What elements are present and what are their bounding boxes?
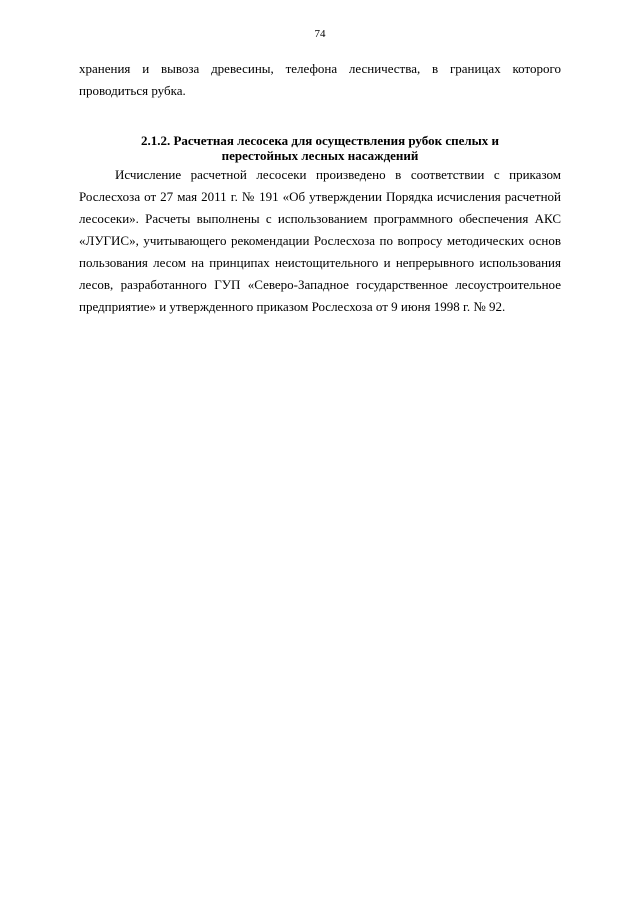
section-heading-line-2: перестойных лесных насаждений [221, 148, 419, 163]
section-paragraph: Исчисление расчетной лесосеки произведено в соответствии с приказом Рослесхоза от 27 мая 2011 г. № 191 «Об утверждении Порядка исчисления расчетной лесосеки». Расчеты выполнены с использованием программного обеспечения АКС «ЛУГИС», учитывающего рекомендации Рослесхоза по вопросу методических основ пользования лесом на принципах неистощительного и непрерывного использования лесов, разработанного ГУП «Северо-Западное государственное лесоустроительное предприятие» и утвержденного приказом Рослесхоза от 9 июня 1998 г. № 92. [79, 167, 561, 314]
section-heading-line-1: 2.1.2. Расчетная лесосека для осуществления рубок спелых и [140, 133, 500, 148]
section-heading [79, 133, 561, 163]
page-number: 74 [314, 28, 326, 40]
continued-paragraph: хранения и вывоза древесины, телефона лесничества, в границах которого проводиться рубка. [79, 61, 561, 98]
